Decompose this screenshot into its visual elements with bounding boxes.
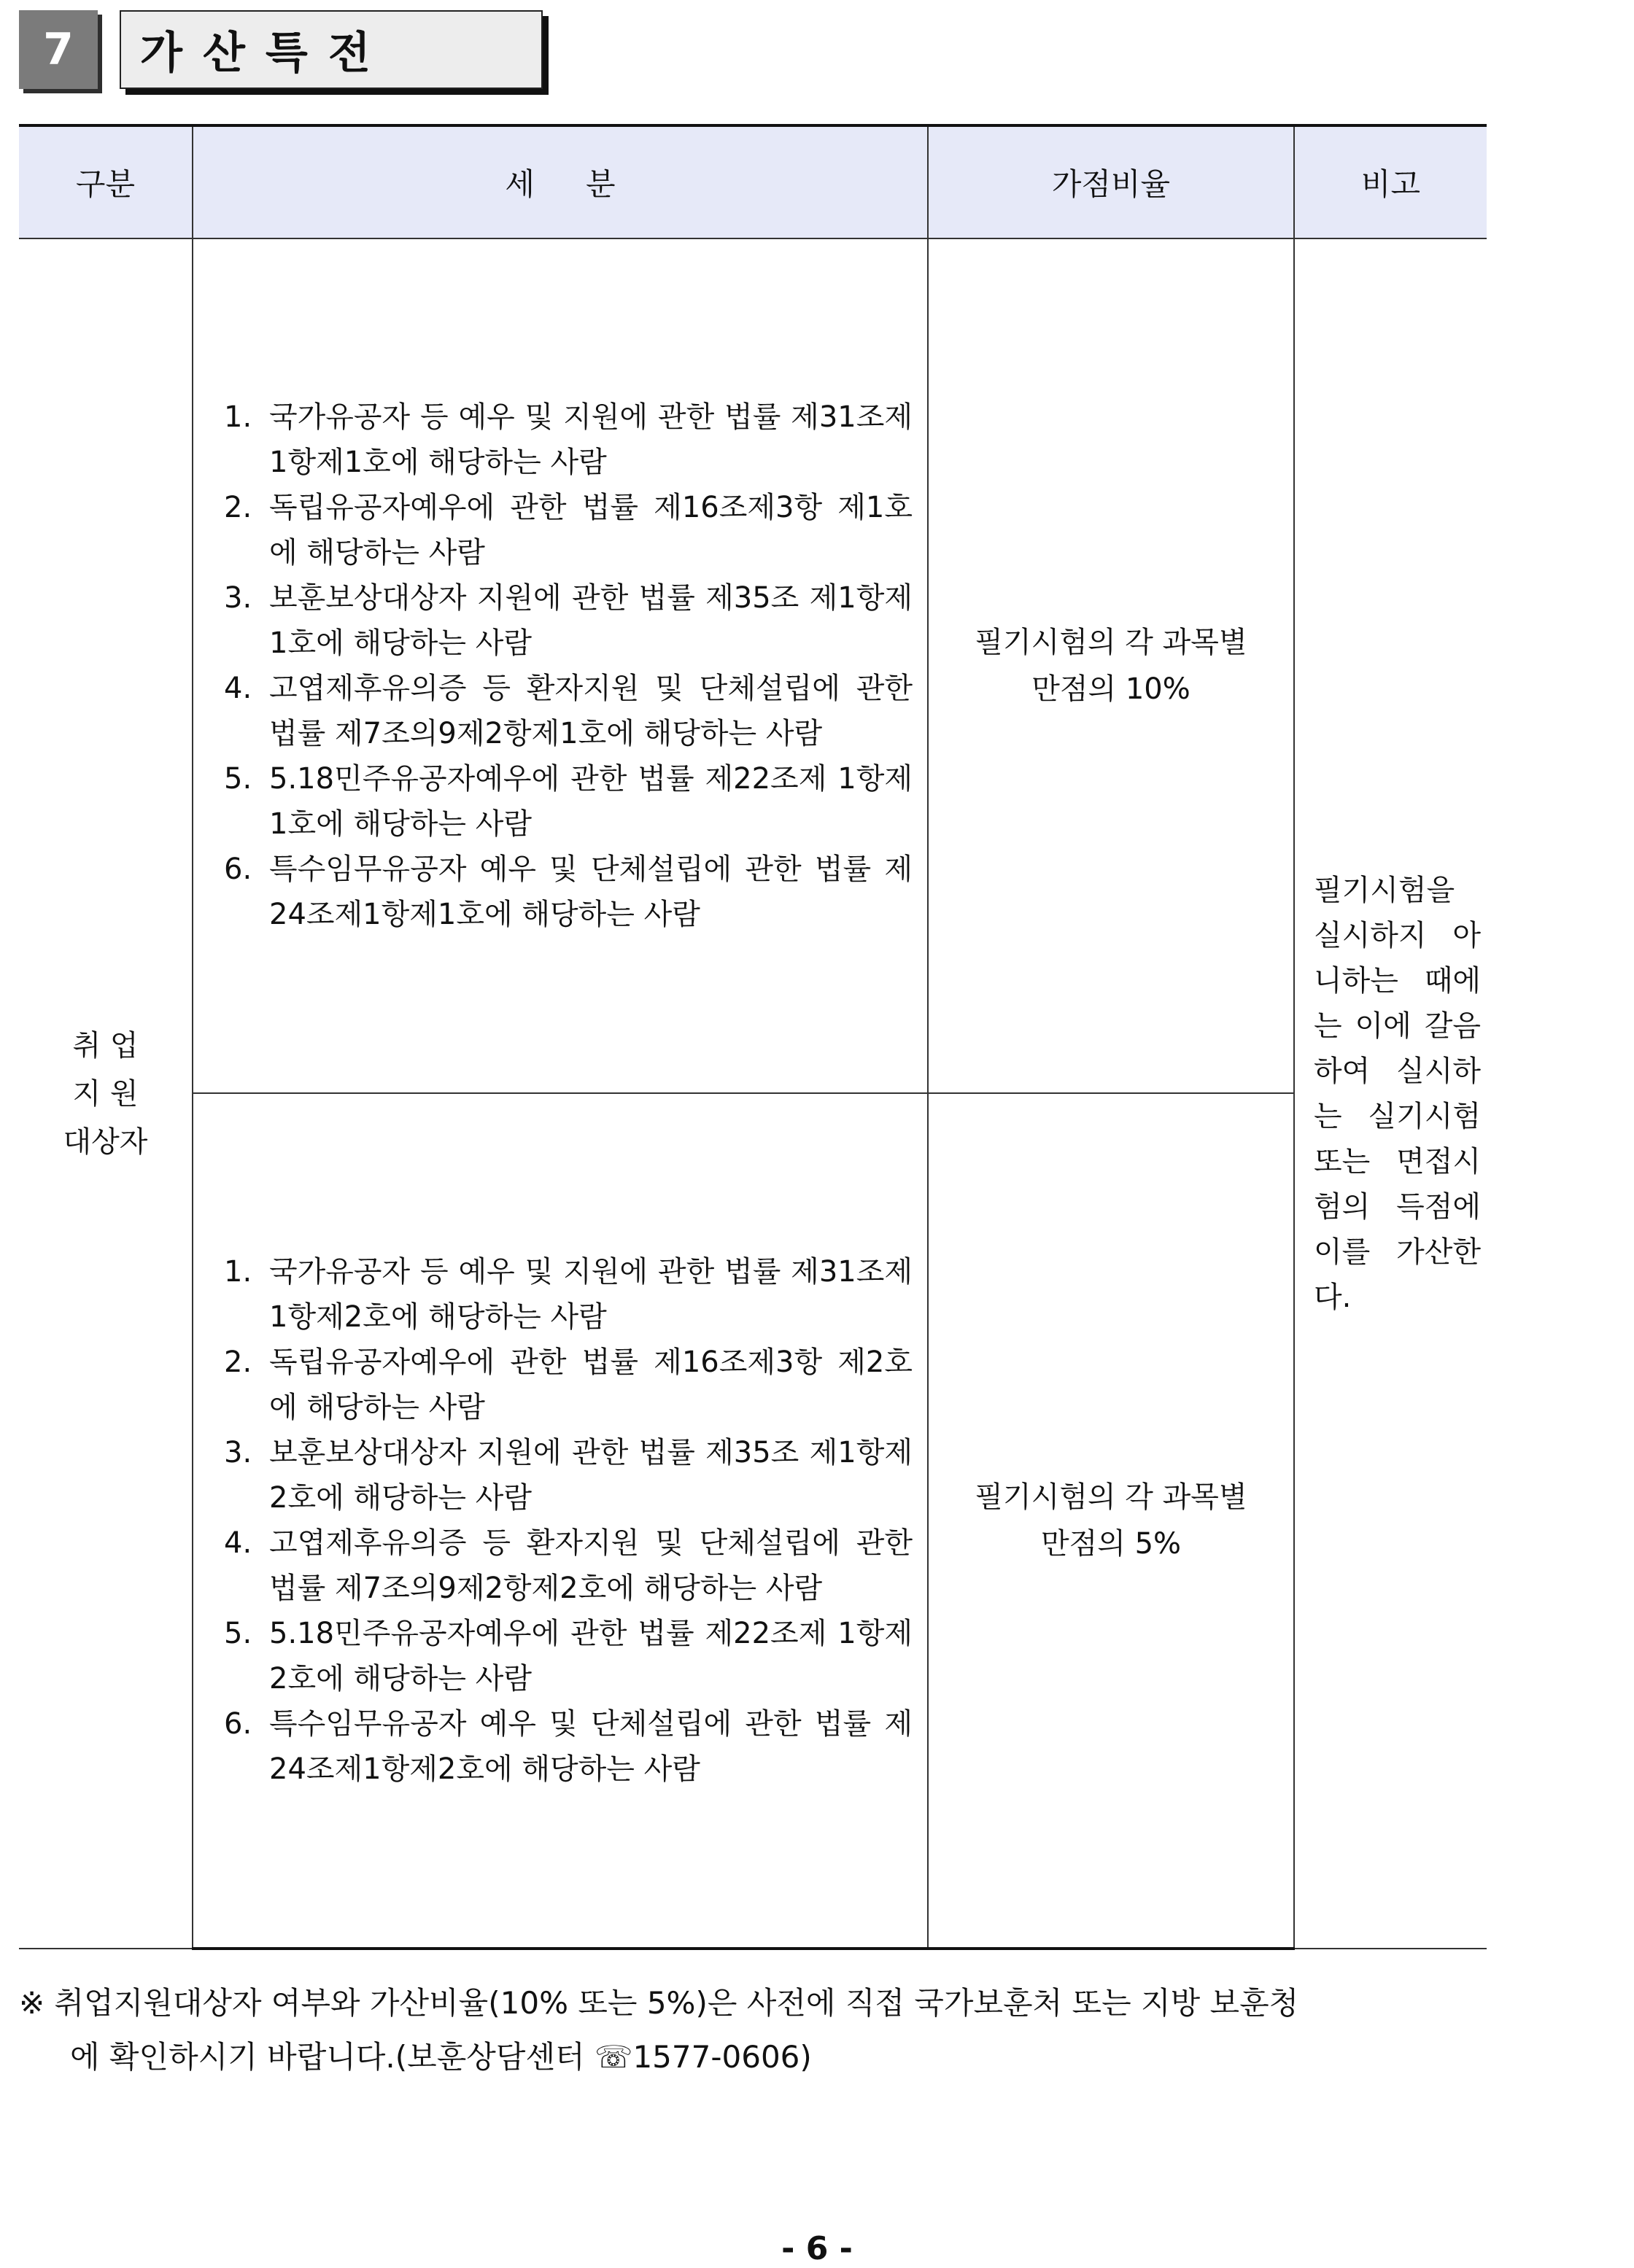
header-note: 비고: [1294, 125, 1487, 238]
category-line: 대상자: [63, 1125, 148, 1159]
table-row: [19, 238, 1487, 1093]
header-category: 구분: [19, 125, 193, 238]
ratio-cell-10: [928, 238, 1294, 1093]
ratio-line: 만점의 5%: [1040, 1527, 1182, 1561]
list-item: 4. 고엽제후유의증 등 환자지원 및 단체설립에 관한 법률 제7조의9제2항제2호에 해당하는 사람: [224, 1526, 913, 1605]
category-line: 취 업: [72, 1028, 139, 1063]
footnote-line: ※ 취업지원대상자 여부와 가산비율(10% 또는 5%)은 사전에 직접 국가보훈처 또는 지방 보훈청: [19, 1985, 1299, 2021]
list-item: 5. 5.18민주유공자예우에 관한 법률 제22조제 1항제2호에 해당하는 사람: [224, 1617, 913, 1696]
category-line: 지 원: [72, 1076, 139, 1111]
section-title: 가산특전: [120, 10, 543, 89]
page-number: - 6 -: [781, 2230, 853, 2267]
header-ratio: 가점비율: [928, 125, 1294, 238]
ratio-cell-5: [928, 1093, 1294, 1949]
list-item: 6. 특수임무유공자 예우 및 단체설립에 관한 법률 제24조제1항제2호에 해당하는 사람: [224, 1707, 913, 1786]
list-item: 1. 국가유공자 등 예우 및 지원에 관한 법률 제31조제1항제2호에 해당하는 사람: [224, 1255, 913, 1334]
ratio-line: 필기시험의 각 과목별: [975, 1480, 1247, 1514]
list-item: 3. 보훈보상대상자 지원에 관한 법률 제35조 제1항제1호에 해당하는 사람: [224, 581, 913, 660]
table-row: [19, 1093, 1487, 1949]
eligibility-list: [224, 395, 913, 937]
list-item: 5. 5.18민주유공자예우에 관한 법률 제22조제 1항제1호에 해당하는 사람: [224, 762, 913, 841]
bonus-table: [19, 124, 1487, 1950]
header-detail: 세분: [193, 125, 928, 238]
list-item: 1. 국가유공자 등 예우 및 지원에 관한 법률 제31조제1항제1호에 해당하는 사람: [224, 400, 913, 479]
list-item: 3. 보훈보상대상자 지원에 관한 법률 제35조 제1항제2호에 해당하는 사람: [224, 1436, 913, 1515]
footnote-line: 에 확인하시기 바랍니다.(보훈상담센터 ☏1577-0606): [70, 2039, 812, 2075]
list-item: 2. 독립유공자예우에 관한 법률 제16조제3항 제2호에 해당하는 사람: [224, 1345, 913, 1424]
list-item: 2. 독립유공자예우에 관한 법률 제16조제3항 제1호에 해당하는 사람: [224, 491, 913, 570]
detail-cell-10: [193, 238, 928, 1093]
table-header-row: [19, 125, 1487, 238]
section-number: 7: [19, 10, 98, 89]
note-cell: 필기시험을 실시하지 아니하는 때에는 이에 갈음하여 실시하는 실기시험 또는 면접시험의 득점에 이를 가산한다.: [1294, 238, 1487, 1949]
ratio-line: 만점의 10%: [1031, 672, 1190, 706]
category-cell: [19, 238, 193, 1949]
ratio-line: 필기시험의 각 과목별: [975, 626, 1247, 659]
footnote: [19, 1976, 1487, 2084]
list-item: 6. 특수임무유공자 예우 및 단체설립에 관한 법률 제24조제1항제1호에 해당하는 사람: [224, 853, 913, 931]
eligibility-list: [224, 1249, 913, 1792]
list-item: 4. 고엽제후유의증 등 환자지원 및 단체설립에 관한 법률 제7조의9제2항제1호에 해당하는 사람: [224, 672, 913, 750]
detail-cell-5: [193, 1093, 928, 1949]
